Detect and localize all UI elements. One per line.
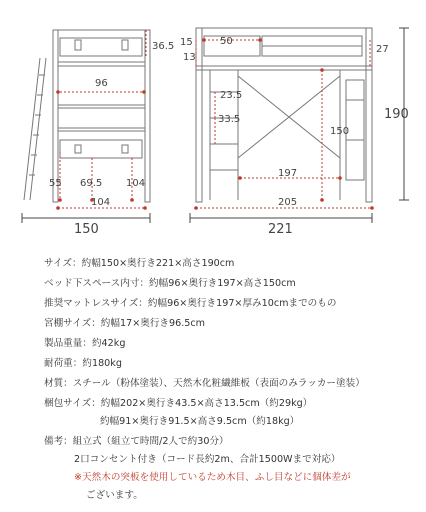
spec-mattress: 推奨マットレスサイズ：約幅96×奥行き197×厚み10cmまでのもの <box>44 298 337 309</box>
side-dim-23-5: 23.5 <box>220 90 243 101</box>
side-dim-221: 221 <box>268 222 293 237</box>
side-dim-197: 197 <box>278 168 298 179</box>
spec-caution-1: ※天然木の突板を使用しているため木目、ふし目などに個体差が <box>74 472 351 483</box>
front-dim-69-5: 69.5 <box>80 178 103 189</box>
side-dim-150: 150 <box>330 126 350 137</box>
spec-package-2: 約幅91×奥行き91.5×高さ9.5cm（約18kg） <box>100 416 300 427</box>
spec-note-outlet: 2口コンセント付き（コード長約2m、合計1500Wまで対応） <box>74 454 341 465</box>
front-dim-96: 96 <box>95 78 108 89</box>
front-view <box>24 30 150 202</box>
spec-material: 材質：スチール（粉体塗装）、天然木化粧繊維板（表面のみラッカー塗装） <box>44 378 365 389</box>
side-dim-50: 50 <box>220 36 233 47</box>
side-dim-13: 13 <box>183 52 196 63</box>
bed-dimension-diagram <box>0 0 426 240</box>
spec-note: 備考：組立式（組立て時間/2人で約30分） <box>44 436 229 447</box>
side-dim-33-5: 33.5 <box>218 114 241 125</box>
front-dim-150: 150 <box>74 222 99 237</box>
front-dim-104-bottom: 104 <box>91 197 111 208</box>
spec-shelf: 宮棚サイズ：約幅17×奥行き96.5cm <box>44 318 205 329</box>
spec-caution-2: ございます。 <box>86 490 143 501</box>
front-dim-104-right: 104 <box>126 178 146 189</box>
spec-size: サイズ：約幅150×奥行き221×高さ190cm <box>44 258 235 269</box>
side-dim-27: 27 <box>376 44 389 55</box>
spec-package: 梱包サイズ：約幅202×奥行き43.5×高さ13.5cm（約29kg） <box>44 398 313 409</box>
side-dim-190: 190 <box>384 107 409 122</box>
side-dim-205: 205 <box>278 197 298 208</box>
spec-load: 耐荷重：約180kg <box>44 358 122 369</box>
front-dim-36-5: 36.5 <box>152 41 175 52</box>
spec-weight: 製品重量：約42kg <box>44 338 126 349</box>
side-dim-15: 15 <box>180 37 193 48</box>
spec-under-space: ベッド下スペース内寸：約幅96×奥行き197×高さ150cm <box>44 278 296 289</box>
front-dim-55: 55 <box>49 178 62 189</box>
